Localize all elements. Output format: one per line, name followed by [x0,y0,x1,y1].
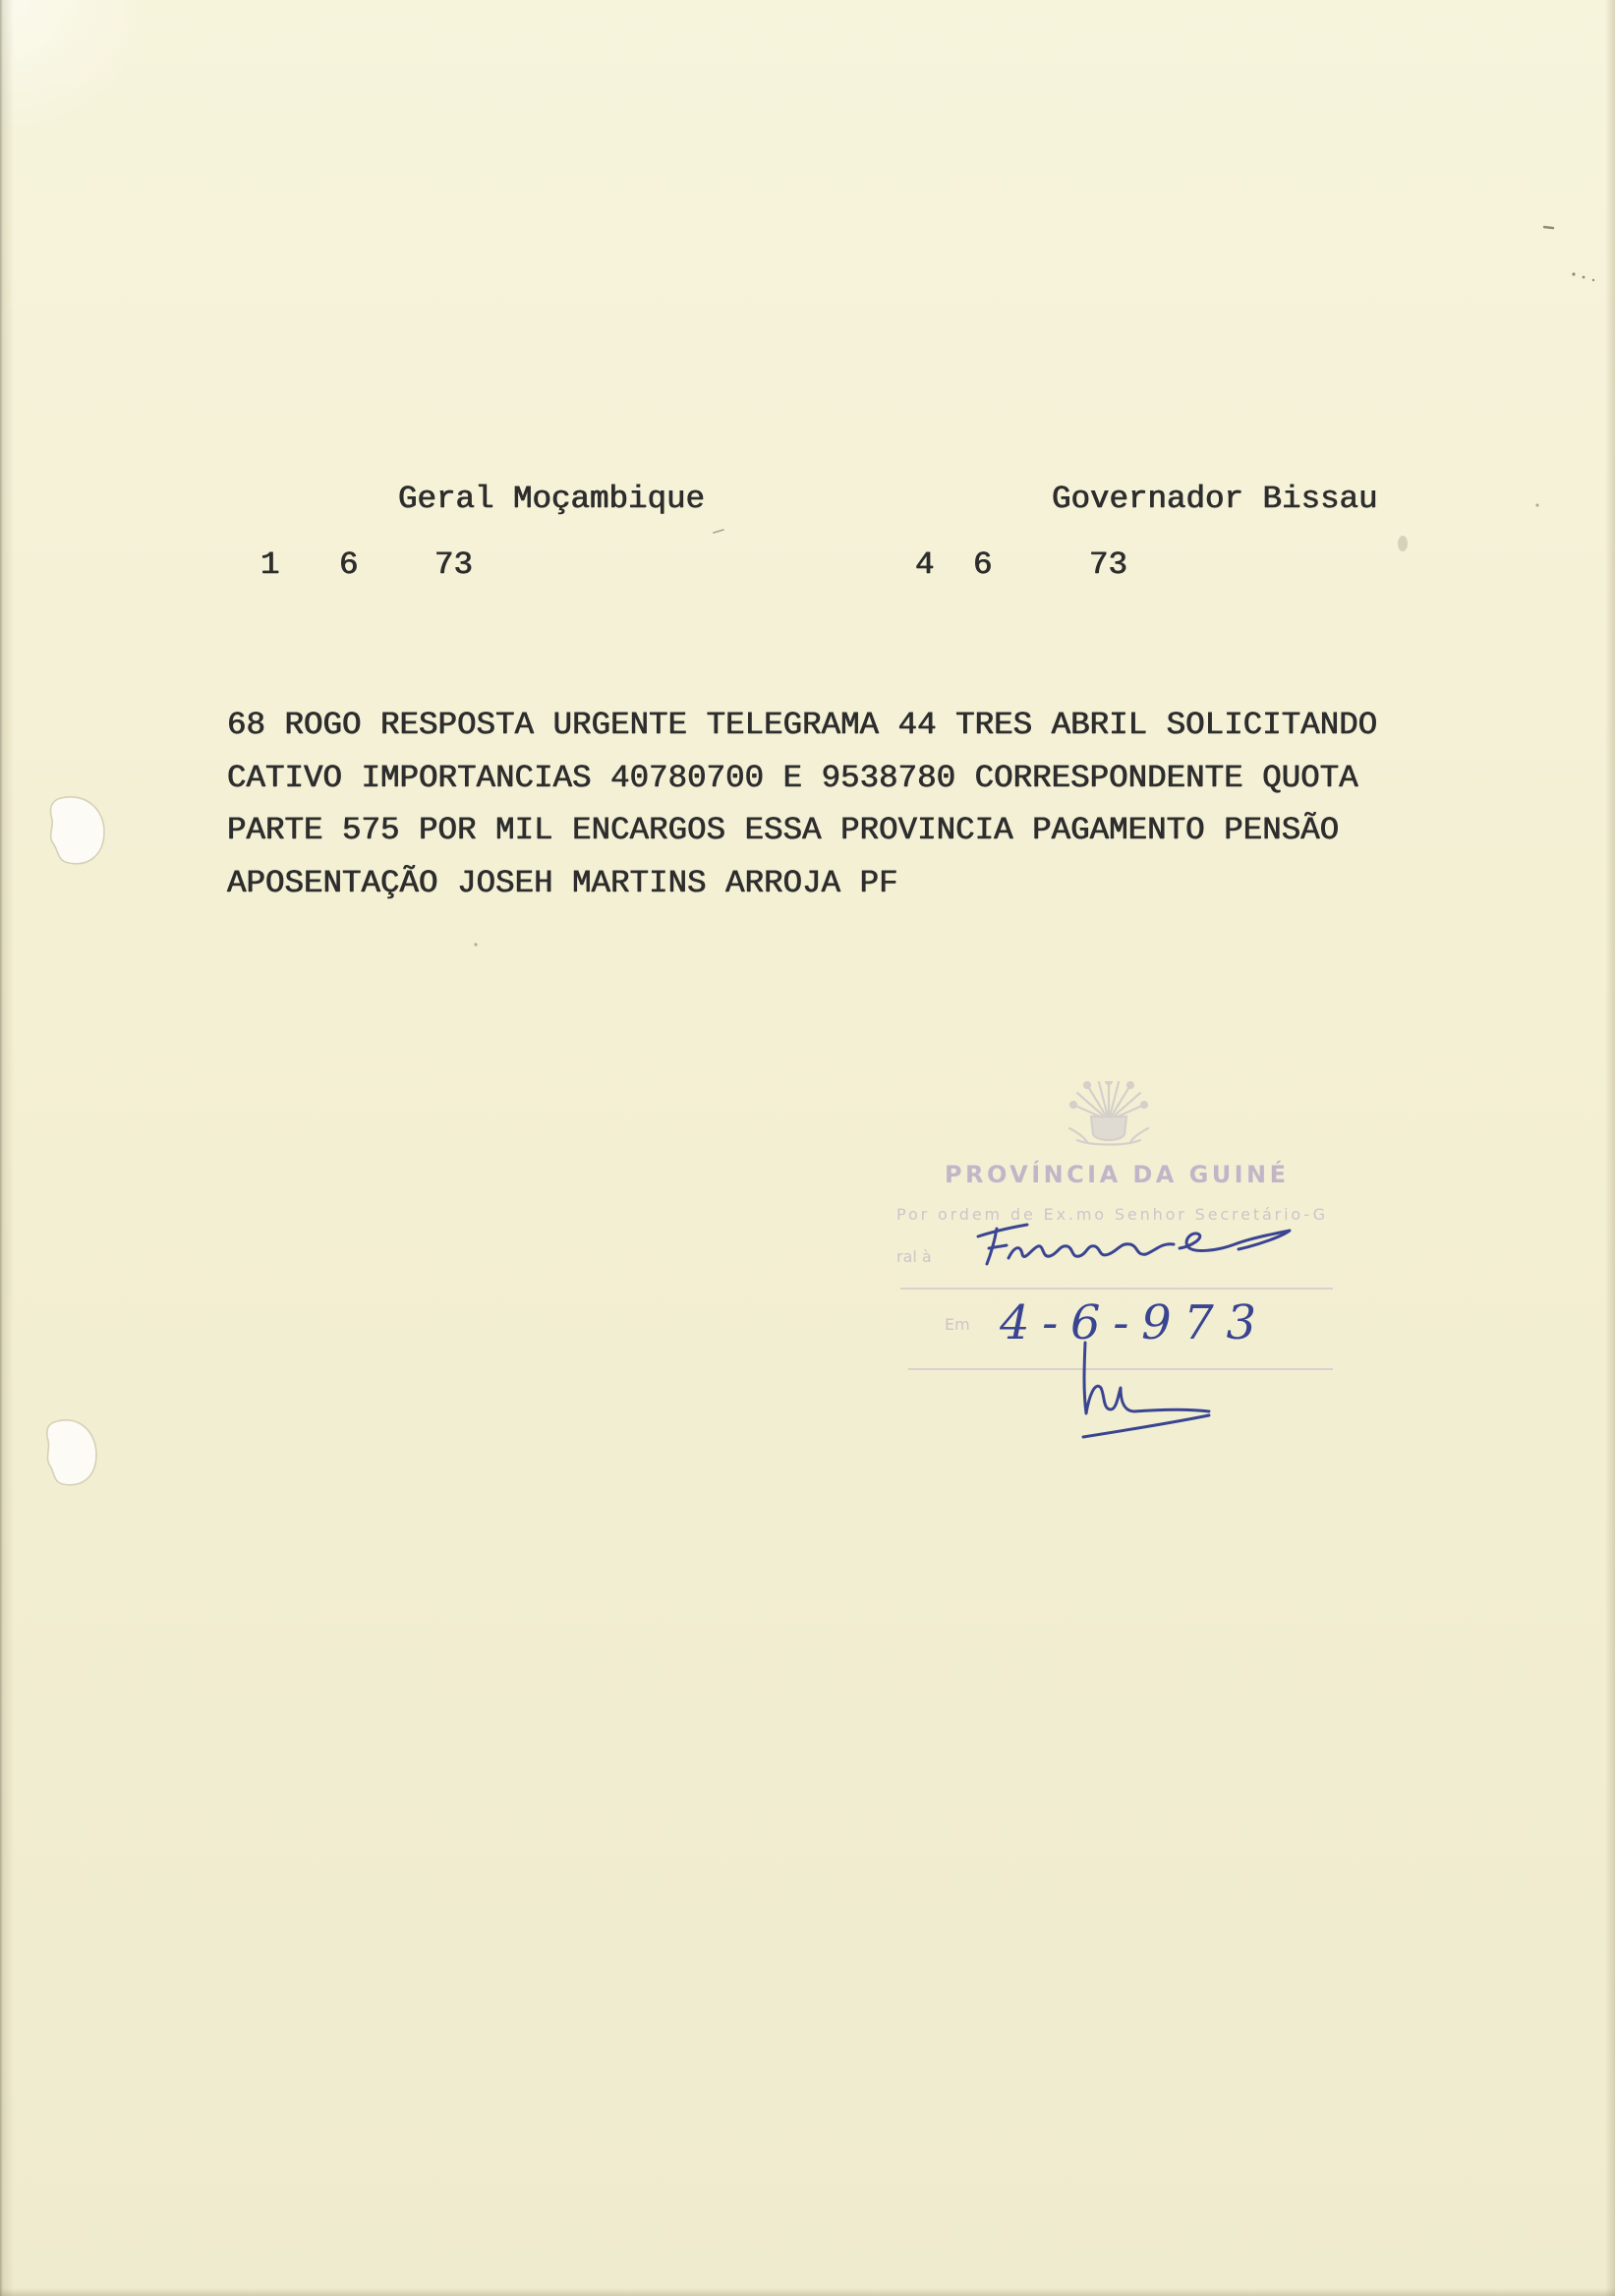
handwritten-signature [978,1225,1290,1264]
message-line: APOSENTAÇÃO JOSEH MARTINS ARROJA PF [227,865,898,902]
punch-hole-bottom [47,1420,96,1485]
sender-date-day: 1 [260,546,280,583]
sender-date-month: 6 [339,546,359,583]
message-line: CATIVO IMPORTANCIAS 40780700 E 9538780 CORRESPONDENTE QUOTA [227,759,1358,796]
recipient-date-year: 73 [1089,546,1128,583]
handwritten-initials [1083,1343,1209,1437]
recipient-label: Governador Bissau [1052,481,1378,517]
stamp-order-line: Por ordem de Ex.mo Senhor Secretário-G [896,1205,1325,1224]
recipient-date-month: 6 [973,546,993,583]
message-line: 68 ROGO RESPOSTA URGENTE TELEGRAMA 44 TRES ABRIL SOLICITANDO [227,707,1378,743]
speck [1572,272,1575,275]
handwritten-date: 4-6-973 [1000,1295,1256,1350]
stamp-order-line-continued: ral à [896,1247,932,1266]
speck [1583,276,1586,279]
speck [1544,227,1553,228]
sender-date-year: 73 [434,546,474,583]
speck [714,530,723,533]
speck [1536,504,1539,507]
paper-edge-right [1605,0,1615,2296]
recipient-date-day: 4 [915,546,935,583]
telegram-message [227,699,1456,910]
speck [1592,279,1594,281]
sender-label: Geral Moçambique [398,481,706,517]
stamp-emblem [1069,1081,1148,1145]
stamp-date-prefix: Em [945,1315,970,1334]
message-line: PARTE 575 POR MIL ENCARGOS ESSA PROVINCIA PAGAMENTO PENSÃO [227,812,1340,849]
stamp-title: PROVÍNCIA DA GUINÉ [945,1161,1286,1188]
punch-hole-top [50,797,104,864]
speck [474,943,477,946]
official-stamp [885,1081,1356,1455]
paper-edge-bottom [0,2288,1615,2296]
paper-edge-left [0,0,14,2296]
speck [1398,536,1408,551]
